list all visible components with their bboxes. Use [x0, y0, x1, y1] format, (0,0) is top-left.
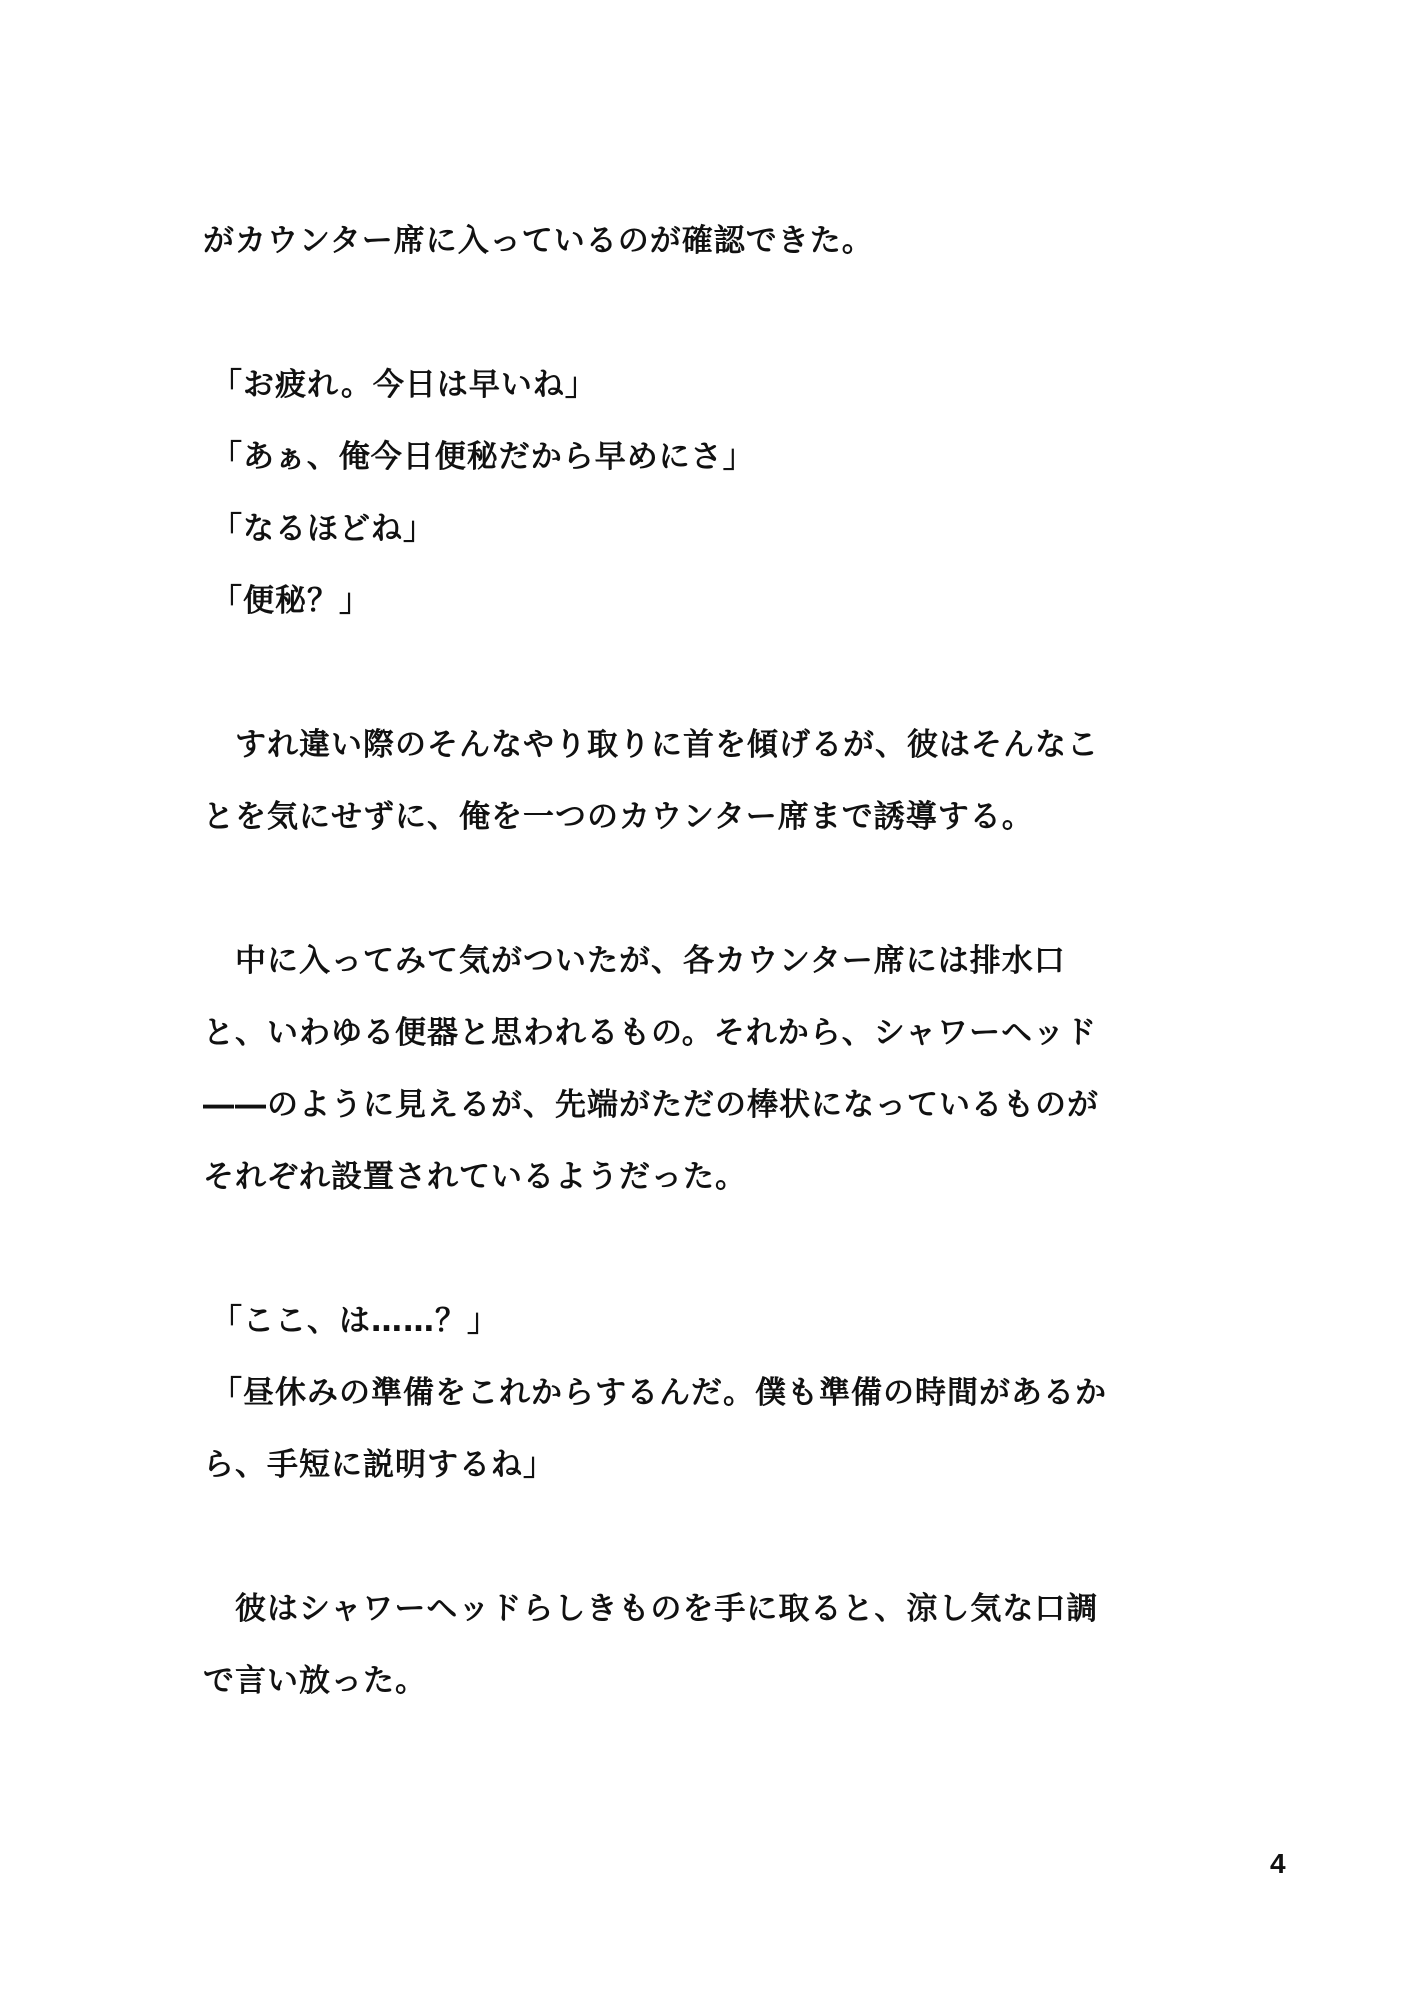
paragraph-line: と、いわゆる便器と思われるもの。それから、シャワーヘッド — [203, 1015, 1098, 1051]
paragraph-line: 彼はシャワーヘッドらしきものを手に取ると、涼し気な口調 — [203, 1591, 1099, 1627]
page-number: 4 — [1270, 1848, 1286, 1879]
paragraph-line: で言い放った。 — [203, 1663, 427, 1699]
dialogue-line: 「なるほどね」 — [211, 511, 435, 547]
blank-line — [203, 1213, 1213, 1285]
dialogue-line: 「あぁ、俺今日便秘だから早めにさ」 — [211, 439, 755, 475]
paragraph-line: それぞれ設置されているようだった。 — [203, 1159, 747, 1195]
dialogue-line: 「便秘？」 — [211, 583, 371, 619]
dialogue-line: 「ここ、は……？」 — [211, 1303, 499, 1339]
blank-line — [203, 1501, 1213, 1573]
paragraph-line: 中に入ってみて気がついたが、各カウンター席には排水口 — [203, 943, 1066, 979]
paragraph-line: ――のように見えるが、先端がただの棒状になっているものが — [203, 1087, 1099, 1123]
paragraph-line: がカウンター席に入っているのが確認できた。 — [203, 223, 874, 259]
paragraph-line: とを気にせずに、俺を一つのカウンター席まで誘導する。 — [203, 799, 1034, 835]
paragraph-line: すれ違い際のそんなやり取りに首を傾げるが、彼はそんなこ — [203, 727, 1099, 763]
dialogue-line: 「お疲れ。今日は早いね」 — [211, 367, 597, 403]
paragraph-line: ら、手短に説明するね」 — [203, 1447, 555, 1483]
blank-line — [203, 277, 1213, 349]
blank-line — [203, 853, 1213, 925]
body-text — [203, 205, 1213, 1717]
dialogue-line: 「昼休みの準備をこれからするんだ。僕も準備の時間があるか — [211, 1375, 1107, 1411]
blank-line — [203, 637, 1213, 709]
